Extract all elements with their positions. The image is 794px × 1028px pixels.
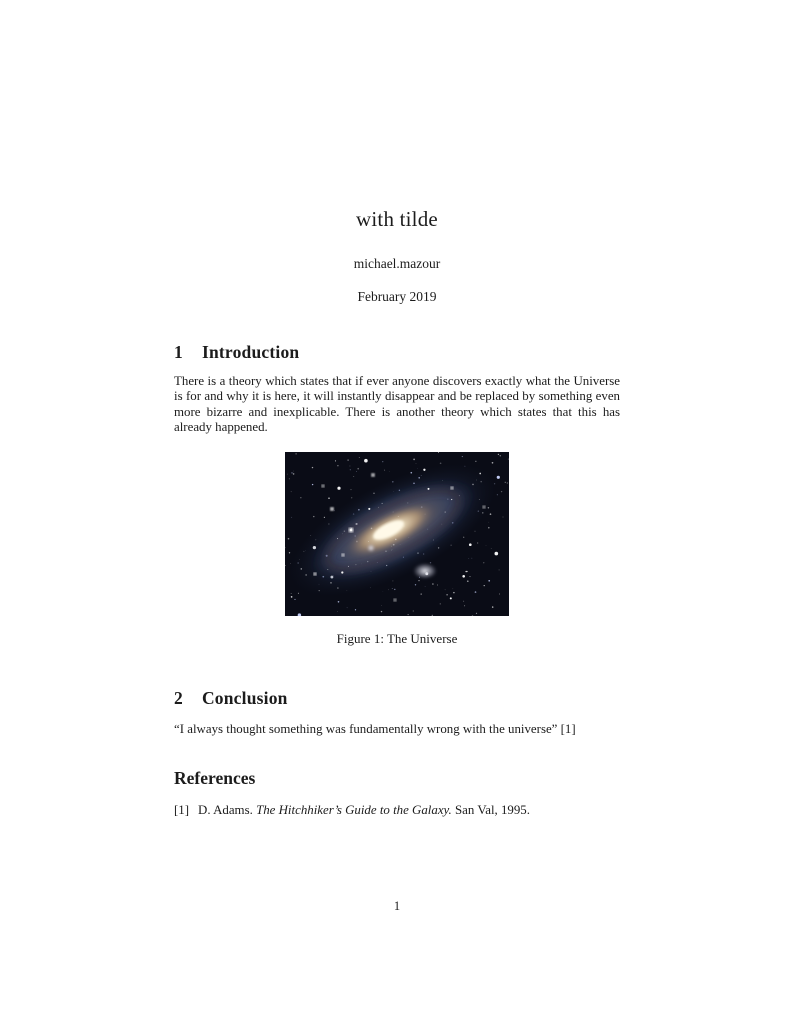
reference-authors: D. Adams. xyxy=(198,803,253,818)
reference-entry xyxy=(174,803,620,818)
galaxy-image xyxy=(285,452,509,616)
reference-label: [1] xyxy=(174,803,190,818)
figure-caption: Figure 1: The Universe xyxy=(336,631,458,647)
section-title: Conclusion xyxy=(201,688,288,709)
document-body xyxy=(174,342,620,819)
reference-title: The Hitchhiker’s Guide to the Galaxy. xyxy=(256,803,452,818)
introduction-paragraph: There is a theory which states that if ever anyone discovers exactly what the Universe is for and why it is here, it will instantly disappear and be replaced by something even more bizarre and inexplicable. There is another theory which states that this has already happened. xyxy=(174,374,620,434)
satellite-galaxy xyxy=(367,544,375,552)
reference-text xyxy=(198,803,620,818)
document-title: with tilde xyxy=(356,207,438,231)
section-heading-introduction xyxy=(174,342,620,363)
page-number: 1 xyxy=(393,899,401,913)
section-title: Introduction xyxy=(201,342,300,362)
document-author: michael.mazour xyxy=(353,256,441,271)
document-date: February 2019 xyxy=(357,289,437,304)
section-number: 2 xyxy=(174,688,183,709)
reference-publisher: San Val, 1995. xyxy=(455,803,530,818)
section-heading-conclusion xyxy=(174,688,620,709)
references-heading: References xyxy=(174,768,256,789)
figure-universe xyxy=(174,452,620,647)
companion-galaxy xyxy=(413,563,437,579)
conclusion-paragraph: “I always thought something was fundamentally wrong with the universe” [1] xyxy=(174,722,576,737)
section-number: 1 xyxy=(174,342,183,362)
